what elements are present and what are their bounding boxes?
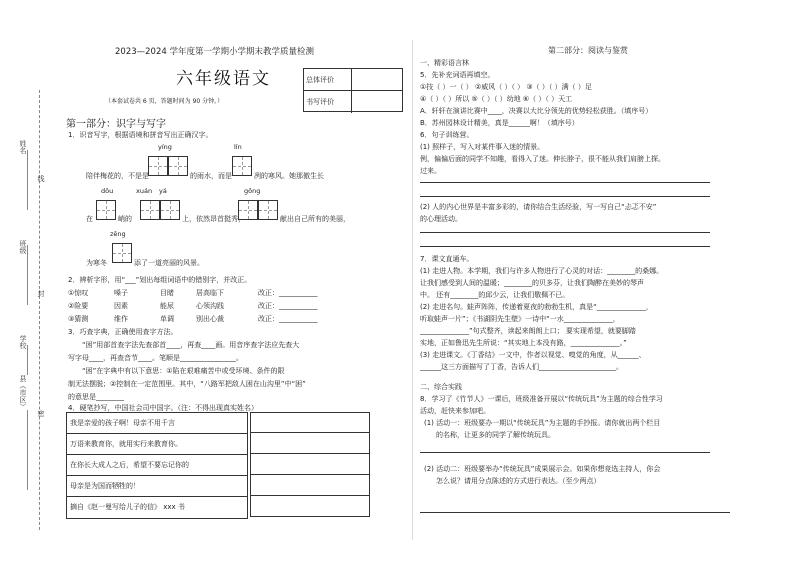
q2-row-1 [68,288,318,298]
page-divider [412,40,413,540]
copy-source-table [66,412,248,519]
q2-row-2 [68,301,318,311]
q2-r3-w1: ③猜测 [68,315,89,323]
q8-text2: 活动，赶快来参加吧。 [420,407,490,415]
q6-text: 6．句子训练营。 [420,131,474,139]
seal-char-secret: 密 [37,410,45,417]
part2-title: 第二部分：阅读与鉴赏 [548,46,628,55]
pinyin-ying: yíng [158,143,172,151]
answer-box-5[interactable] [140,200,160,220]
q5-a[interactable]: A．轩轩在演讲比赛中____，决赛以大比分领先的优势轻松获胜。（填序号） [420,107,653,115]
copy-source-row-2: 万语来教育你，就用实行来教育你。 [67,434,247,455]
q8-1a: (1) 活动一：班级要办一期以“传统玩具”为主题的手抄报。请你就出两个栏目 [424,419,661,427]
q6-answer-line-2[interactable] [420,196,710,197]
q2-r3-w4: 别出心裁 [196,315,224,323]
q2-text: 2．辨析字形，用“___”划出每组词语中的错别字，并改正。 [68,276,252,284]
q1-line1b: 的雨水，而是 [190,172,232,180]
q5-text: 5．先补充词语再填空。 [420,71,495,79]
seal-char-seal: 封 [37,290,45,297]
q2-r1-w1: ①惊叹 [68,289,89,297]
pinyin-zeng: zēng [110,230,126,238]
score-table [303,68,403,112]
q2-r2-fix[interactable]: 改正：___________ [258,302,318,310]
subject-title: 六年级语文 [176,69,271,89]
q6-answer-line-4[interactable] [420,246,710,247]
q7-2b[interactable]: 听取蛙声一片”；《书湖阴先生壁》一诗中“一水______________， [420,315,620,323]
pinyin-ya: yá [159,187,167,195]
q6-1b: 例，偏偏后面的同学不知趣，看得入了迷。伸长脖子，很不能从我们肩膀上探。 [420,155,665,163]
copy-source-row-4: 母亲是为国而牺牲的！ [67,476,247,497]
q8-2a: (2) 活动二：班级要举办“传统玩具”成果展示会。如果你想竞选主持人，你会 [424,465,661,473]
q2-r2-w1: ②险要 [68,302,89,310]
q2-row-3 [68,314,318,324]
exam-title: 2023—2024 学年度第一学期小学期末教学质量检测 [115,47,314,57]
seal-char-line: 线 [37,175,45,182]
q2-r2-w3: 能尿 [160,302,174,310]
q1-line2d: 献出自己所有的美丽， [280,215,350,223]
county-write-line[interactable] [27,410,28,490]
q2-r1-w2: 嗓子 [114,289,128,297]
q7-2a[interactable]: (2) 走进名句。蛙声阵阵，传递着夏夜的勃勃生机，真是“______________， [420,303,653,311]
q3-line2[interactable]: 写字母____，再查音节____。笔顺是________________。 [68,354,243,362]
q1-line1c: 冽的寒风。她那傲生长 [254,172,324,180]
copy-write-row[interactable] [250,433,370,454]
q2-r3-w2: 维作 [114,315,128,323]
binding-margin [0,0,60,562]
q1-text: 1．识音写字，根据语境和拼音写出正确汉字。 [68,131,213,139]
pinyin-dou: dōu [101,187,114,195]
q2-r1-w3: 目睹 [160,289,174,297]
name-write-line[interactable] [27,150,28,210]
q7-1a[interactable]: (1) 走进人物。本学期，我们与许多人物进行了心灵的对话：________的桑娜。 [420,267,664,275]
q7-text: 7．课文直通车。 [420,255,474,263]
pinyin-xuan: xuán [136,187,153,195]
overall-score-cell[interactable] [352,69,402,90]
binding-label-name: 姓名 [19,140,27,154]
q7-3a[interactable]: (3) 走进课文。《丁香结》一文中，作者以视觉、嗅觉的角度，从______、 [420,351,646,359]
section2-title: 二、综合实践 [420,383,462,391]
writing-score-label: 书写评价 [304,91,352,113]
q5-row1[interactable]: ①技（ ）一（ ） ②威风（ ）（ ） ③（ ）（ ）满（ ）足 [420,83,592,91]
q2-r2-w2: 因素 [114,302,128,310]
q2-r1-fix[interactable]: 改正：___________ [258,289,318,297]
copy-source-row-3: 在你长大成人之后，希望不要忘记你的 [67,455,247,476]
school-write-line[interactable] [27,345,28,375]
q4-text: 4．硬笔抄写，中国社会司中国字。（注：不得出现真实姓名） [68,404,258,412]
q8-2-answer-line[interactable] [420,512,730,513]
overall-score-label: 总体评价 [304,69,352,90]
copy-write-row[interactable] [250,412,370,433]
pinyin-lin: lín [234,143,242,151]
q6-1a: (1) 照样子，写入对某件事入迷的情景。 [420,143,545,151]
binding-label-school: 学校 [19,335,27,349]
q6-2a: (2) 人的内心世界是丰富多彩的，请你结合生活经验，写一写自己“忐忑不安” [420,203,657,211]
copy-write-row[interactable] [250,496,370,517]
copy-write-row[interactable] [250,475,370,496]
answer-box-6[interactable] [160,200,180,220]
class-write-line[interactable] [27,245,28,305]
answer-box-3[interactable] [232,156,252,176]
q6-answer-line-1[interactable] [420,182,710,183]
q2-r3-fix[interactable]: 改正：___________ [258,315,318,323]
q3-line3: “困”在字典中有以下意思：①陷在艰难痛苦中或受环境、条件的限 [82,367,285,375]
q8-1-answer-line[interactable] [420,452,710,453]
q7-1b[interactable]: 让我们感受到人间的温暖；________的贝多芬，让我们陶醉在美妙的琴声 [420,279,644,287]
answer-box-4[interactable] [96,200,116,220]
section1-title: 一、精彩语言林 [420,59,469,67]
q5-row2[interactable]: ④（ ）（ ）所以 ⑤（ ）（ ）幼地 ⑥（ ）（ ）天工 [420,95,573,103]
binding-dashed-line [39,90,40,530]
q1-line2b: 峭的 [118,215,132,223]
writing-score-cell[interactable] [352,91,402,113]
q1-line1a: 陪伴梅花的，不是是 [86,172,149,180]
q3-text: 3．巧查字典，正确使用查字方法。 [68,328,178,336]
answer-box-1[interactable] [148,156,168,176]
answer-box-2[interactable] [168,156,188,176]
q1-line2c: 上，依然昂首挺秀， [182,215,245,223]
q2-r2-w4: 心领沟践 [196,302,224,310]
answer-box-8[interactable] [258,200,278,220]
q7-1c[interactable]: 中。 还有________的邱少云，让我们敬佩不已。 [420,291,570,299]
q2-r1-w4: 居高临下 [196,289,224,297]
q8-2b: 怎么说？请用分点陈述的方式进行表达。（至少两点） [436,477,601,485]
copy-source-row-1: 我是亲爱的孩子啊！母亲不用千言 [67,413,247,434]
q3-line1[interactable]: “困”用部首查字法先查部首____，再查____画。用音序查字法应先查大 [82,341,300,349]
binding-label-county: 县（市区） [19,375,27,410]
q8-text: 8．学习了《竹节人》一课后，班级准备开展以“传统玩具”为主题的综合性学习 [420,395,663,403]
q1-line3a: 为寒冬 [86,259,107,267]
pinyin-gong: gōng [244,187,261,195]
q1-line3b: 添了一道亮丽的风景。 [134,259,204,267]
part1-title: 第一部分：识字与写字 [66,119,166,130]
q7-2d[interactable]: 实地，正如鲁迅先生所说：“其实地上本没有路，______________。” [420,339,627,347]
copy-source-row-5: 摘自《赵一曼写给儿子的信》 xxx 书 [70,503,185,511]
q5-b[interactable]: B．苏州园林设计精美，真是______啊！（填序号） [420,119,579,127]
q3-line5[interactable]: 的意思是________ [68,393,124,401]
q6-1c: 过来。 [420,167,441,175]
answer-box-9[interactable] [112,243,132,263]
q7-2c[interactable]: ______________”句式整齐，读起来朗朗上口； 要实现希望，就要脚踏 [420,327,636,335]
q7-3b[interactable]: ______这三方面描写了丁香，告诉人们______________________。 [420,363,623,371]
copy-write-grid[interactable] [250,412,370,517]
binding-label-class: 班级 [19,240,27,254]
q2-r3-w3: 单调 [160,315,174,323]
q3-line4: 制无法摆脱；②控制在一定范围里。其中，“八路军把敌人困在山沟里”中“困” [68,380,306,388]
q6-answer-line-3[interactable] [420,232,710,233]
exam-note: （本套试卷共 6 页，答题时间为 90 分钟。） [105,98,224,105]
q6-2b: 的心理活动。 [420,215,462,223]
q8-1b: 的名称，让更多的同学了解传统玩具。 [436,431,555,439]
answer-box-7[interactable] [238,200,258,220]
copy-write-row[interactable] [250,454,370,475]
q1-line2a: 在 [86,215,93,223]
